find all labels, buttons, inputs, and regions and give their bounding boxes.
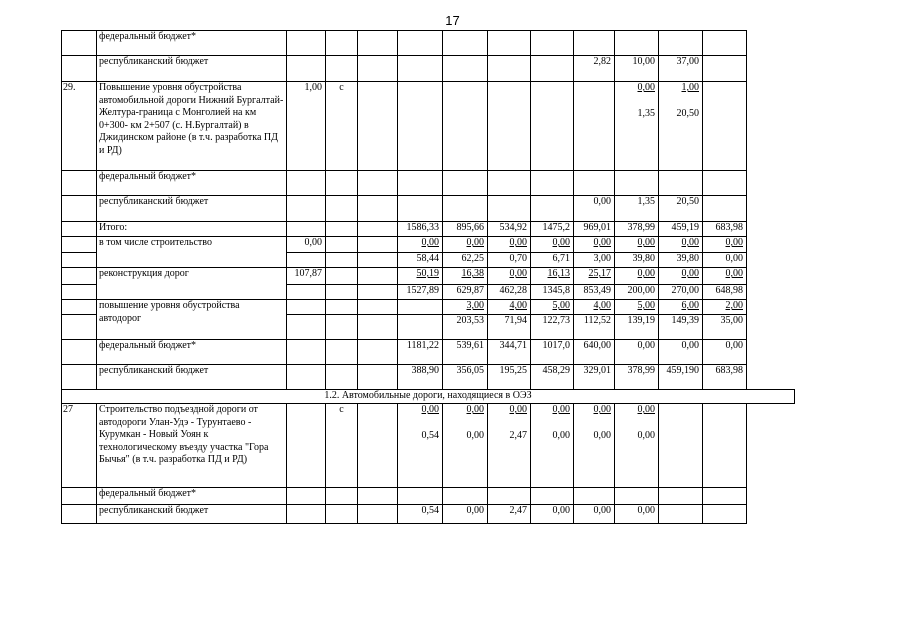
value-cell xyxy=(531,404,574,488)
value-cell xyxy=(703,82,747,171)
value-cell xyxy=(398,237,443,253)
value-cell xyxy=(615,488,659,505)
value-cell xyxy=(615,300,659,315)
value-cell xyxy=(659,82,703,171)
table-cell: с xyxy=(326,404,358,488)
value-cell xyxy=(574,300,615,315)
table-cell xyxy=(326,268,358,285)
table-cell xyxy=(326,196,358,222)
value-cell: 378,99 xyxy=(615,222,659,237)
value-cell xyxy=(659,505,703,524)
value-cell: 195,25 xyxy=(488,365,531,390)
value-cell xyxy=(574,237,615,253)
table-cell: с xyxy=(326,82,358,171)
table-cell: 1,00 xyxy=(287,82,326,171)
cell-value: 3,00 xyxy=(466,300,484,311)
row-label: федеральный бюджет* xyxy=(97,171,287,196)
value-cell xyxy=(615,404,659,488)
cell-value: 0,00 xyxy=(509,268,527,279)
value-cell xyxy=(531,268,574,285)
table-row xyxy=(62,196,795,222)
section-title: 1.2. Автомобильные дороги, находящиеся в ОЭЗ xyxy=(62,390,795,404)
table-row xyxy=(62,340,795,365)
value-cell xyxy=(488,404,531,488)
cell-value: 1,35 xyxy=(637,107,655,119)
table-row xyxy=(62,237,795,253)
table-cell xyxy=(326,237,358,253)
value-cell xyxy=(703,488,747,505)
value-cell xyxy=(659,31,703,56)
value-cell: 458,29 xyxy=(531,365,574,390)
table-cell xyxy=(358,340,398,365)
row-label: федеральный бюджет* xyxy=(97,488,287,505)
cell-value: 50,19 xyxy=(416,268,439,279)
cell-value: 0,00 xyxy=(725,237,743,248)
value-cell xyxy=(443,237,488,253)
value-cell: 39,80 xyxy=(615,253,659,268)
cell-value: 0,00 xyxy=(509,404,527,415)
table-cell xyxy=(358,31,398,56)
table-cell xyxy=(62,253,97,268)
cell-value: 0,00 xyxy=(637,429,655,441)
budget-table xyxy=(61,30,795,524)
table-cell xyxy=(358,253,398,268)
value-cell: 10,00 xyxy=(615,56,659,82)
value-cell: 648,98 xyxy=(703,285,747,300)
value-cell xyxy=(531,488,574,505)
row-label: Итого: xyxy=(97,222,287,237)
table-cell xyxy=(326,253,358,268)
cell-value: 5,00 xyxy=(552,300,570,311)
value-cell: 969,01 xyxy=(574,222,615,237)
value-cell xyxy=(443,300,488,315)
value-cell xyxy=(615,171,659,196)
value-cell: 0,00 xyxy=(574,196,615,222)
table-row xyxy=(62,31,795,56)
table-cell xyxy=(62,56,97,82)
table-cell xyxy=(287,56,326,82)
value-cell: 683,98 xyxy=(703,222,747,237)
table-cell xyxy=(326,31,358,56)
value-cell: 329,01 xyxy=(574,365,615,390)
value-cell xyxy=(531,56,574,82)
value-cell: 0,00 xyxy=(703,340,747,365)
value-cell xyxy=(488,171,531,196)
table-cell xyxy=(287,340,326,365)
cell-value: 0,00 xyxy=(509,237,527,248)
value-cell: 62,25 xyxy=(443,253,488,268)
value-cell xyxy=(574,404,615,488)
table-cell xyxy=(287,196,326,222)
value-cell xyxy=(531,171,574,196)
table-cell xyxy=(358,222,398,237)
value-cell xyxy=(531,31,574,56)
table-row xyxy=(62,365,795,390)
table-cell xyxy=(287,365,326,390)
cell-value: 0,00 xyxy=(637,268,655,279)
value-cell: 35,00 xyxy=(703,315,747,340)
value-cell: 122,73 xyxy=(531,315,574,340)
value-cell xyxy=(443,196,488,222)
value-cell: 344,71 xyxy=(488,340,531,365)
value-cell xyxy=(443,56,488,82)
table-cell xyxy=(62,300,97,315)
cell-value: 2,47 xyxy=(509,429,527,441)
value-cell: 0,00 xyxy=(531,505,574,524)
value-cell xyxy=(659,171,703,196)
value-cell xyxy=(703,300,747,315)
table-cell xyxy=(358,268,398,285)
cell-value: 0,00 xyxy=(681,237,699,248)
value-cell xyxy=(443,404,488,488)
cell-value: 0,00 xyxy=(421,237,439,248)
project-title: Строительство подъездной дороги от автодороги Улан-Удэ - Турунтаево - Курумкан - Новый Уоян к технологическому въезду участка "Гора Бычья" (в т.ч. разработка ПД и РД) xyxy=(97,404,287,488)
value-cell: 853,49 xyxy=(574,285,615,300)
value-cell: 3,00 xyxy=(574,253,615,268)
table-cell xyxy=(62,315,97,340)
value-cell xyxy=(703,31,747,56)
row-label: республиканский бюджет xyxy=(97,56,287,82)
row-label: реконструкция дорог xyxy=(97,268,287,300)
value-cell: 0,00 xyxy=(615,505,659,524)
table-cell xyxy=(287,253,326,268)
value-cell xyxy=(398,300,443,315)
value-cell: 462,28 xyxy=(488,285,531,300)
value-cell xyxy=(531,196,574,222)
table-cell xyxy=(62,268,97,285)
cell-value: 16,13 xyxy=(547,268,570,279)
table-cell xyxy=(326,56,358,82)
value-cell xyxy=(398,404,443,488)
row-label: повышение уровня обустройства автодорог xyxy=(97,300,287,340)
table-cell xyxy=(326,285,358,300)
value-cell: 58,44 xyxy=(398,253,443,268)
table-cell xyxy=(358,82,398,171)
cell-value: 0,00 xyxy=(552,237,570,248)
value-cell: 895,66 xyxy=(443,222,488,237)
value-cell: 270,00 xyxy=(659,285,703,300)
value-cell xyxy=(488,31,531,56)
table-cell xyxy=(62,488,97,505)
value-cell xyxy=(703,171,747,196)
table-cell xyxy=(287,171,326,196)
row-label: федеральный бюджет* xyxy=(97,340,287,365)
value-cell xyxy=(398,268,443,285)
value-cell xyxy=(703,56,747,82)
table-cell xyxy=(62,365,97,390)
table-cell xyxy=(62,171,97,196)
cell-value: 4,00 xyxy=(593,300,611,311)
value-cell: 534,92 xyxy=(488,222,531,237)
table-cell xyxy=(358,300,398,315)
value-cell: 0,00 xyxy=(443,505,488,524)
table-row xyxy=(62,56,795,82)
row-label: республиканский бюджет xyxy=(97,365,287,390)
value-cell xyxy=(488,300,531,315)
value-cell: 2,47 xyxy=(488,505,531,524)
table-cell xyxy=(62,505,97,524)
value-cell xyxy=(488,56,531,82)
cell-value: 0,54 xyxy=(421,429,439,441)
value-cell: 0,00 xyxy=(659,340,703,365)
table-cell: 0,00 xyxy=(287,237,326,253)
cell-value: 0,00 xyxy=(466,237,484,248)
value-cell xyxy=(398,82,443,171)
cell-value: 4,00 xyxy=(509,300,527,311)
cell-value: 0,00 xyxy=(466,429,484,441)
value-cell: 0,54 xyxy=(398,505,443,524)
table-cell xyxy=(62,237,97,253)
value-cell xyxy=(443,171,488,196)
table-row xyxy=(62,222,795,237)
value-cell xyxy=(488,268,531,285)
table-cell xyxy=(358,196,398,222)
row-label: в том числе строительство xyxy=(97,237,287,268)
value-cell xyxy=(398,171,443,196)
table-cell xyxy=(358,285,398,300)
table-cell xyxy=(287,505,326,524)
cell-value: 0,00 xyxy=(593,237,611,248)
value-cell: 0,00 xyxy=(615,340,659,365)
value-cell xyxy=(615,82,659,171)
value-cell xyxy=(659,300,703,315)
cell-value: 16,38 xyxy=(461,268,484,279)
table-cell xyxy=(358,404,398,488)
value-cell xyxy=(488,488,531,505)
cell-value: 20,50 xyxy=(676,107,699,119)
value-cell: 356,05 xyxy=(443,365,488,390)
cell-value: 0,00 xyxy=(637,237,655,248)
value-cell: 539,61 xyxy=(443,340,488,365)
table-row xyxy=(62,300,795,315)
cell-value: 0,00 xyxy=(725,268,743,279)
value-cell: 200,00 xyxy=(615,285,659,300)
table-cell: 107,87 xyxy=(287,268,326,285)
cell-value: 2,00 xyxy=(725,300,743,311)
value-cell: 0,70 xyxy=(488,253,531,268)
value-cell xyxy=(659,237,703,253)
value-cell xyxy=(659,268,703,285)
table-cell xyxy=(326,222,358,237)
value-cell xyxy=(488,237,531,253)
page-number: 17 xyxy=(445,13,460,28)
value-cell xyxy=(488,196,531,222)
table-cell xyxy=(358,171,398,196)
project-title: Повышение уровня обустройства автомобильной дороги Нижний Бургалтай-Желтура-граница с Монголией на км 0+300- км 2+507 (с. Н.Бургалтай) в Джидинском районе (в т.ч. разработка ПД и РД) xyxy=(97,82,287,171)
cell-value: 25,17 xyxy=(588,268,611,279)
value-cell xyxy=(443,268,488,285)
value-cell: 388,90 xyxy=(398,365,443,390)
table-cell xyxy=(358,237,398,253)
table-cell xyxy=(326,340,358,365)
table-cell xyxy=(62,222,97,237)
table-cell xyxy=(62,340,97,365)
value-cell: 149,39 xyxy=(659,315,703,340)
value-cell: 1181,22 xyxy=(398,340,443,365)
cell-value: 0,00 xyxy=(466,404,484,415)
value-cell xyxy=(574,488,615,505)
value-cell xyxy=(398,315,443,340)
value-cell: 459,190 xyxy=(659,365,703,390)
table-cell xyxy=(287,222,326,237)
value-cell: 1,35 xyxy=(615,196,659,222)
value-cell xyxy=(659,488,703,505)
value-cell: 112,52 xyxy=(574,315,615,340)
row-label: республиканский бюджет xyxy=(97,196,287,222)
table-row xyxy=(62,268,795,285)
value-cell xyxy=(531,237,574,253)
cell-value: 1,00 xyxy=(681,82,699,93)
value-cell xyxy=(531,300,574,315)
value-cell: 378,99 xyxy=(615,365,659,390)
value-cell xyxy=(398,56,443,82)
table-cell xyxy=(326,300,358,315)
table-cell xyxy=(358,505,398,524)
project-row xyxy=(62,404,795,488)
value-cell xyxy=(443,488,488,505)
table-body xyxy=(62,31,795,524)
value-cell xyxy=(398,31,443,56)
value-cell: 683,98 xyxy=(703,365,747,390)
value-cell xyxy=(703,196,747,222)
value-cell: 1345,8 xyxy=(531,285,574,300)
value-cell xyxy=(574,31,615,56)
cell-value: 0,00 xyxy=(421,404,439,415)
table-cell xyxy=(62,196,97,222)
value-cell: 71,94 xyxy=(488,315,531,340)
table-row xyxy=(62,505,795,524)
cell-value: 0,00 xyxy=(637,404,655,415)
value-cell xyxy=(615,268,659,285)
row-label: республиканский бюджет xyxy=(97,505,287,524)
table-cell xyxy=(326,171,358,196)
table-cell xyxy=(358,315,398,340)
project-number: 27 xyxy=(62,404,97,488)
table-cell xyxy=(326,505,358,524)
project-row xyxy=(62,82,795,171)
value-cell: 6,71 xyxy=(531,253,574,268)
value-cell xyxy=(659,404,703,488)
value-cell xyxy=(398,488,443,505)
value-cell: 203,53 xyxy=(443,315,488,340)
value-cell xyxy=(703,505,747,524)
value-cell xyxy=(443,82,488,171)
cell-value: 0,00 xyxy=(681,268,699,279)
value-cell: 459,19 xyxy=(659,222,703,237)
value-cell xyxy=(488,82,531,171)
cell-value: 0,00 xyxy=(593,429,611,441)
value-cell xyxy=(703,404,747,488)
table-cell xyxy=(287,31,326,56)
row-label: федеральный бюджет* xyxy=(97,31,287,56)
table-cell xyxy=(326,315,358,340)
value-cell xyxy=(615,31,659,56)
cell-value: 5,00 xyxy=(637,300,655,311)
value-cell: 2,82 xyxy=(574,56,615,82)
value-cell: 0,00 xyxy=(703,253,747,268)
table-cell xyxy=(287,300,326,315)
cell-value: 0,00 xyxy=(552,429,570,441)
value-cell: 20,50 xyxy=(659,196,703,222)
value-cell: 640,00 xyxy=(574,340,615,365)
table-cell xyxy=(358,488,398,505)
project-number: 29. xyxy=(62,82,97,171)
value-cell: 1527,89 xyxy=(398,285,443,300)
value-cell xyxy=(574,82,615,171)
value-cell xyxy=(703,237,747,253)
value-cell: 139,19 xyxy=(615,315,659,340)
cell-value: 6,00 xyxy=(681,300,699,311)
table-cell xyxy=(326,488,358,505)
value-cell: 1586,33 xyxy=(398,222,443,237)
value-cell xyxy=(703,268,747,285)
value-cell xyxy=(398,196,443,222)
value-cell: 37,00 xyxy=(659,56,703,82)
table-cell xyxy=(287,285,326,300)
value-cell xyxy=(443,31,488,56)
table-cell xyxy=(358,56,398,82)
value-cell: 1475,2 xyxy=(531,222,574,237)
value-cell: 629,87 xyxy=(443,285,488,300)
value-cell: 0,00 xyxy=(574,505,615,524)
cell-value: 0,00 xyxy=(552,404,570,415)
table-cell xyxy=(326,365,358,390)
table-cell xyxy=(287,404,326,488)
value-cell: 39,80 xyxy=(659,253,703,268)
value-cell xyxy=(574,268,615,285)
cell-value: 0,00 xyxy=(593,404,611,415)
table-row xyxy=(62,488,795,505)
value-cell xyxy=(574,171,615,196)
value-cell xyxy=(615,237,659,253)
table-cell xyxy=(62,31,97,56)
table-row xyxy=(62,171,795,196)
table-cell xyxy=(358,365,398,390)
value-cell xyxy=(531,82,574,171)
cell-value: 0,00 xyxy=(637,82,655,93)
section-row xyxy=(62,390,795,404)
table-cell xyxy=(62,285,97,300)
value-cell: 1017,0 xyxy=(531,340,574,365)
table-cell xyxy=(287,315,326,340)
table-cell xyxy=(287,488,326,505)
